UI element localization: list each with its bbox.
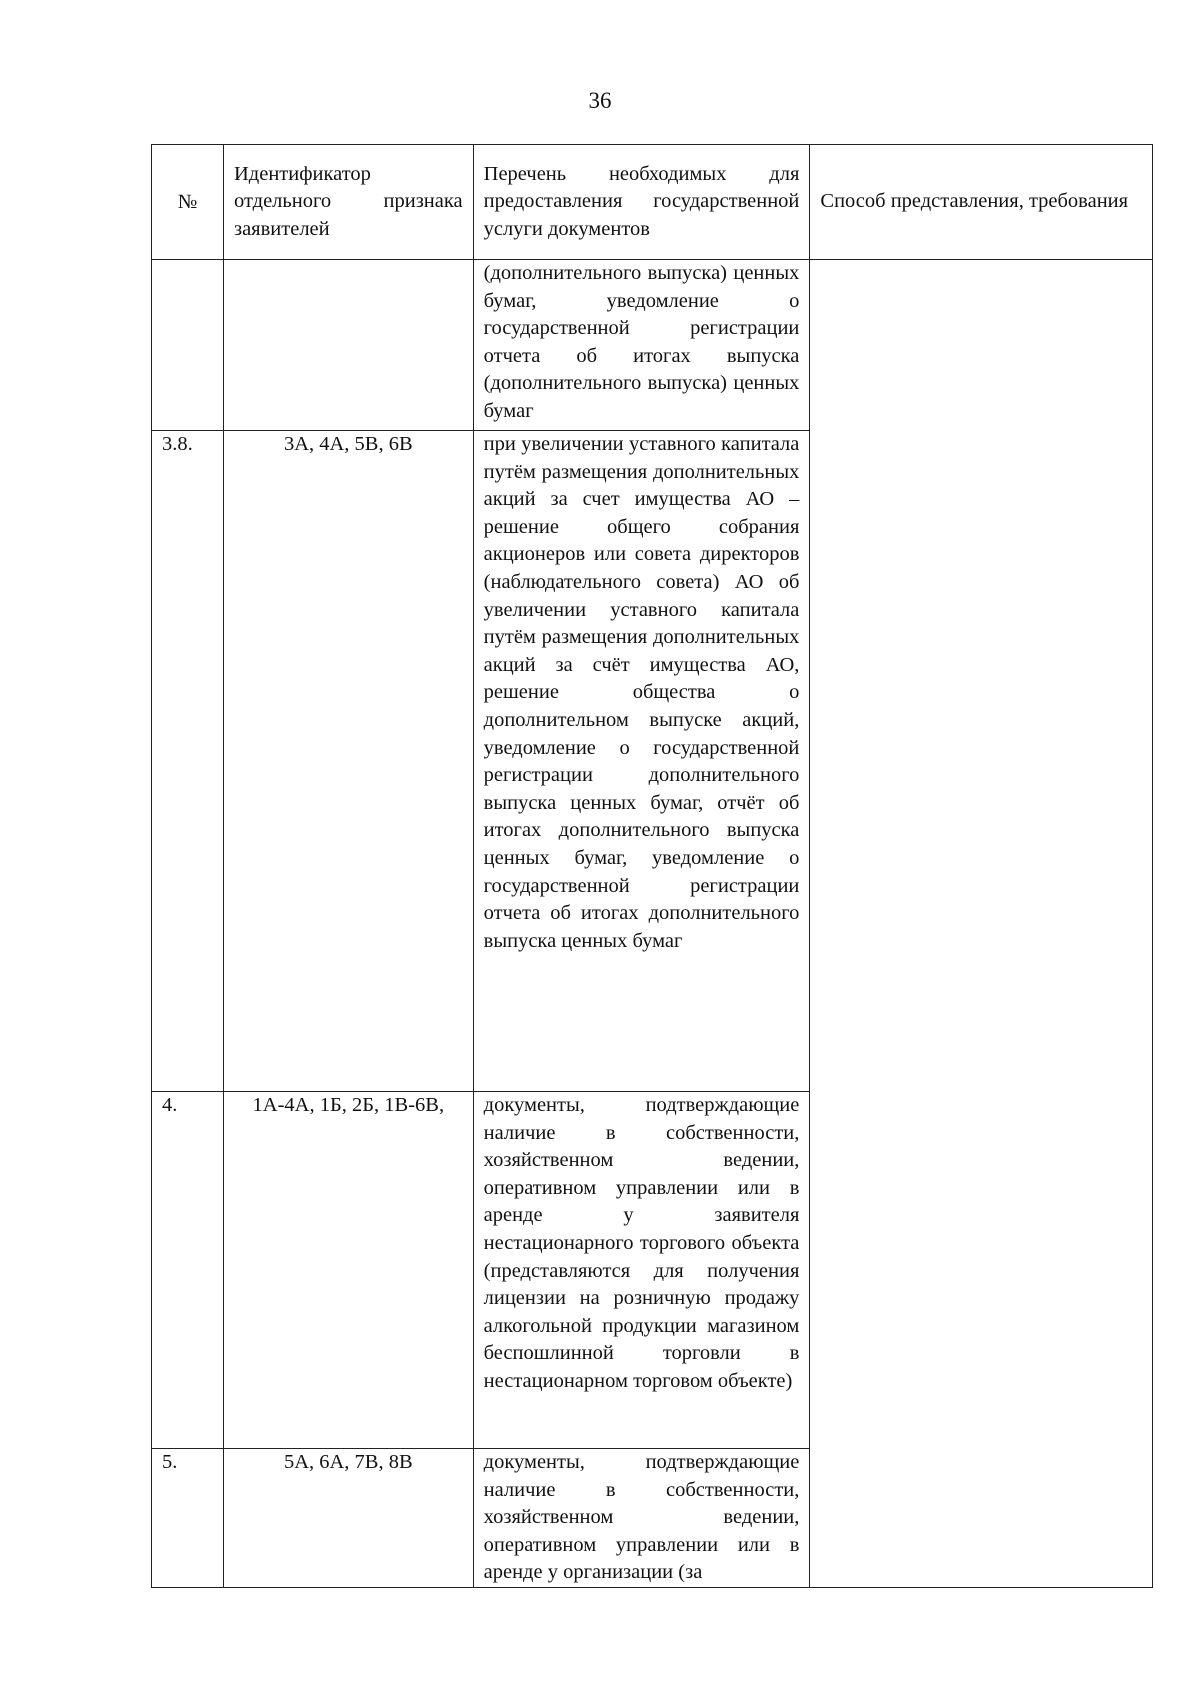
header-identifier: Идентификатор отдельного признака заявителей <box>223 145 473 260</box>
row-number: 3.8. <box>152 431 224 1092</box>
table-row <box>152 260 1153 431</box>
row-documents: документы, подтверждающие наличие в собственности, хозяйственном ведении, оперативном управлении или в аренде у организации (за <box>473 1449 810 1588</box>
header-number: № <box>152 145 224 260</box>
row-number: 5. <box>152 1449 224 1588</box>
row-identifier: 1А-4А, 1Б, 2Б, 1В-6В, <box>223 1092 473 1449</box>
page-number: 36 <box>588 88 612 113</box>
method-cell <box>810 260 1153 1588</box>
row-documents: (дополнительного выпуска) ценных бумаг, уведомление о государственной регистрации отчета об итогах выпуска (дополнительного выпуска) ценных бумаг <box>473 260 810 431</box>
row-identifier: 3А, 4А, 5В, 6В <box>223 431 473 1092</box>
row-identifier: 5А, 6А, 7В, 8В <box>223 1449 473 1588</box>
documents-table <box>151 144 1153 1588</box>
table-header-row <box>152 145 1153 260</box>
row-number: 4. <box>152 1092 224 1449</box>
header-method: Способ представления, требования <box>810 145 1153 260</box>
row-number <box>152 260 224 431</box>
header-documents: Перечень необходимых для предоставления государственной услуги документов <box>473 145 810 260</box>
row-documents: документы, подтверждающие наличие в собственности, хозяйственном ведении, оперативном управлении или в аренде у заявителя нестационарного торгового объекта (представляются для получения лицензии на розничную продажу алкогольной продукции магазином беспошлинной торговли в нестационарном торговом объекте) <box>473 1092 810 1449</box>
row-identifier <box>223 260 473 431</box>
row-documents: при увеличении уставного капитала путём размещения дополнительных акций за счет имущества АО – решение общего собрания акционеров или совета директоров (наблюдательного совета) АО об увеличении уставного капитала путём размещения дополнительных акций за счёт имущества АО, решение общества о дополнительном выпуске акций, уведомление о государственной регистрации дополнительного выпуска ценных бумаг, отчёт об итогах дополнительного выпуска ценных бумаг, уведомление о государственной регистрации отчета об итогах дополнительного выпуска ценных бумаг <box>473 431 810 1092</box>
